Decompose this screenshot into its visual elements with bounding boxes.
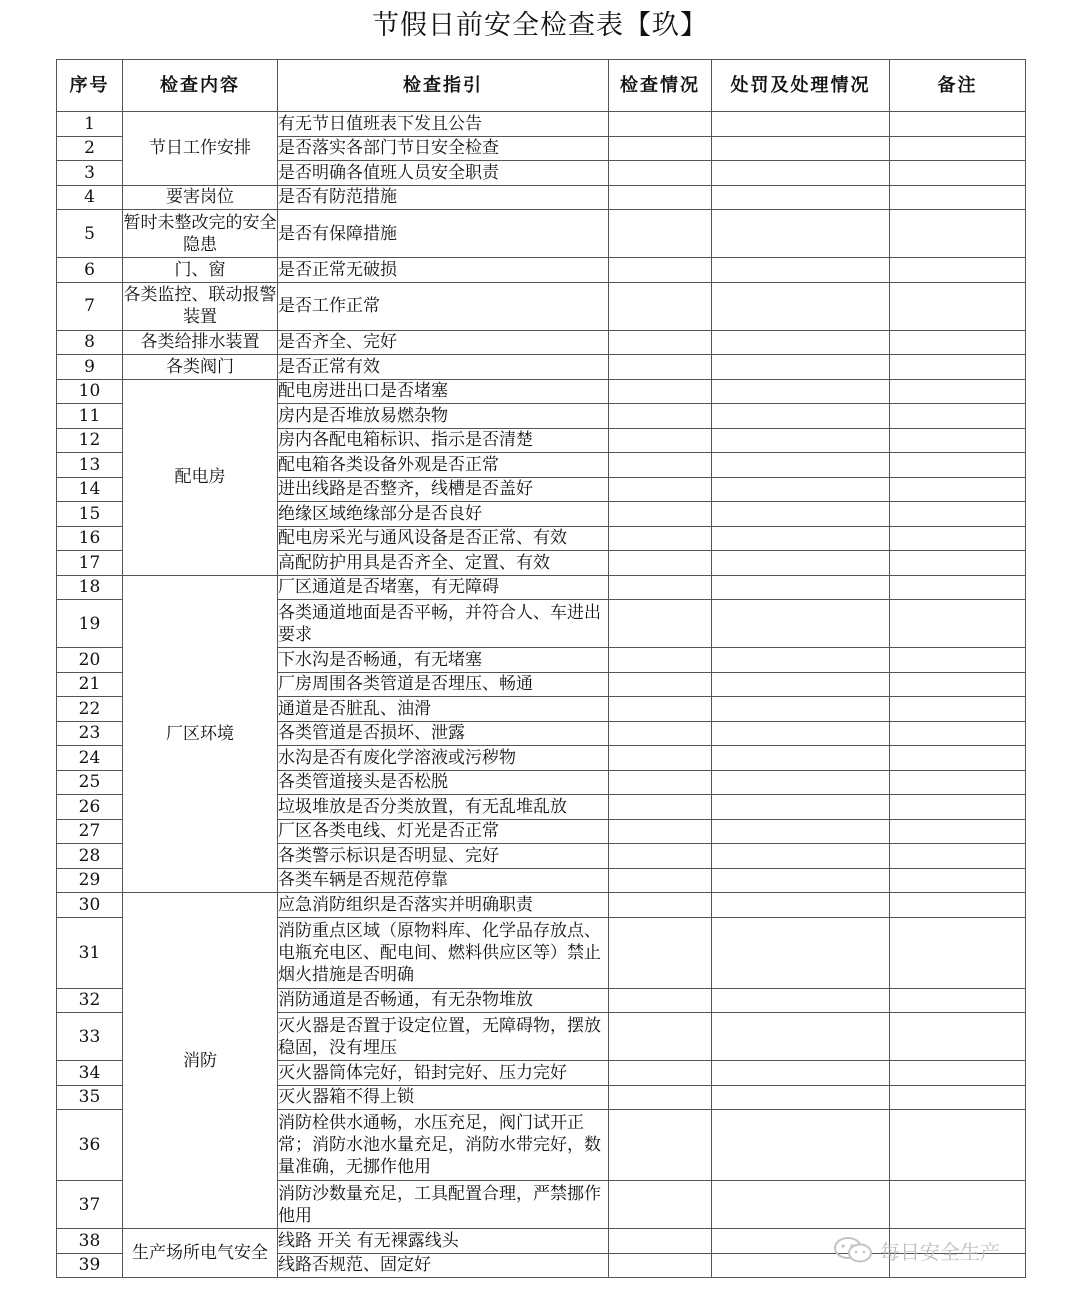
row-number: 38 <box>57 1229 123 1254</box>
header-content: 检查内容 <box>123 60 278 112</box>
penalty-cell[interactable] <box>712 428 890 453</box>
penalty-cell[interactable] <box>712 844 890 869</box>
guide-cell: 各类车辆是否规范停靠 <box>278 868 609 893</box>
row-number: 21 <box>57 672 123 697</box>
guide-cell: 消防沙数量充足，工具配置合理，严禁挪作他用 <box>278 1181 609 1229</box>
row-number: 23 <box>57 721 123 746</box>
category-cell: 要害岗位 <box>123 185 278 210</box>
guide-cell: 线路否规范、固定好 <box>278 1253 609 1278</box>
row-number: 7 <box>57 282 123 330</box>
remark-cell[interactable] <box>890 600 1026 648</box>
status-cell[interactable] <box>609 1110 712 1181</box>
penalty-cell[interactable] <box>712 868 890 893</box>
table-row <box>57 355 1026 380</box>
category-cell: 节日工作安排 <box>123 112 278 186</box>
remark-cell[interactable] <box>890 917 1026 988</box>
status-cell[interactable] <box>609 551 712 576</box>
penalty-cell[interactable] <box>712 453 890 478</box>
status-cell[interactable] <box>609 355 712 380</box>
table-row <box>57 893 1026 918</box>
row-number: 3 <box>57 161 123 186</box>
row-number: 37 <box>57 1181 123 1229</box>
row-number: 4 <box>57 185 123 210</box>
status-cell[interactable] <box>609 746 712 771</box>
row-number: 31 <box>57 917 123 988</box>
status-cell[interactable] <box>609 404 712 429</box>
remark-cell[interactable] <box>890 893 1026 918</box>
penalty-cell[interactable] <box>712 988 890 1013</box>
penalty-cell[interactable] <box>712 112 890 137</box>
category-cell: 生产场所电气安全 <box>123 1229 278 1278</box>
guide-cell: 是否有防范措施 <box>278 185 609 210</box>
guide-cell: 有无节日值班表下发且公告 <box>278 112 609 137</box>
remark-cell[interactable] <box>890 1181 1026 1229</box>
guide-cell: 应急消防组织是否落实并明确职责 <box>278 893 609 918</box>
status-cell[interactable] <box>609 770 712 795</box>
table-row <box>57 282 1026 330</box>
status-cell[interactable] <box>609 379 712 404</box>
penalty-cell[interactable] <box>712 136 890 161</box>
table-row <box>57 210 1026 258</box>
table-row <box>57 258 1026 283</box>
status-cell[interactable] <box>609 210 712 258</box>
remark-cell[interactable] <box>890 868 1026 893</box>
row-number: 15 <box>57 502 123 527</box>
table-row <box>57 112 1026 137</box>
remark-cell[interactable] <box>890 1110 1026 1181</box>
status-cell[interactable] <box>609 453 712 478</box>
status-cell[interactable] <box>609 721 712 746</box>
penalty-cell[interactable] <box>712 185 890 210</box>
penalty-cell[interactable] <box>712 697 890 722</box>
status-cell[interactable] <box>609 575 712 600</box>
guide-cell: 是否工作正常 <box>278 282 609 330</box>
remark-cell[interactable] <box>890 112 1026 137</box>
header-status: 检查情况 <box>609 60 712 112</box>
guide-cell: 各类管道是否损坏、泄露 <box>278 721 609 746</box>
row-number: 27 <box>57 819 123 844</box>
guide-cell: 各类管道接头是否松脱 <box>278 770 609 795</box>
status-cell[interactable] <box>609 477 712 502</box>
status-cell[interactable] <box>609 1085 712 1110</box>
row-number: 33 <box>57 1013 123 1061</box>
row-number: 26 <box>57 795 123 820</box>
inspection-table <box>56 59 1026 1278</box>
penalty-cell[interactable] <box>712 1085 890 1110</box>
guide-cell: 各类警示标识是否明显、完好 <box>278 844 609 869</box>
status-cell[interactable] <box>609 112 712 137</box>
row-number: 14 <box>57 477 123 502</box>
row-number: 29 <box>57 868 123 893</box>
remark-cell[interactable] <box>890 185 1026 210</box>
penalty-cell[interactable] <box>712 210 890 258</box>
remark-cell[interactable] <box>890 575 1026 600</box>
status-cell[interactable] <box>609 258 712 283</box>
penalty-cell[interactable] <box>712 551 890 576</box>
status-cell[interactable] <box>609 868 712 893</box>
guide-cell: 是否齐全、完好 <box>278 330 609 355</box>
remark-cell[interactable] <box>890 477 1026 502</box>
row-number: 32 <box>57 988 123 1013</box>
status-cell[interactable] <box>609 648 712 673</box>
row-number: 18 <box>57 575 123 600</box>
remark-cell[interactable] <box>890 697 1026 722</box>
row-number: 11 <box>57 404 123 429</box>
guide-cell: 高配防护用具是否齐全、定置、有效 <box>278 551 609 576</box>
penalty-cell[interactable] <box>712 795 890 820</box>
remark-cell[interactable] <box>890 210 1026 258</box>
remark-cell[interactable] <box>890 330 1026 355</box>
guide-cell: 线路 开关 有无裸露线头 <box>278 1229 609 1254</box>
guide-cell: 厂区通道是否堵塞，有无障碍 <box>278 575 609 600</box>
guide-cell: 灭火器是否置于设定位置，无障碍物，摆放稳固，没有埋压 <box>278 1013 609 1061</box>
remark-cell[interactable] <box>890 721 1026 746</box>
header-no: 序号 <box>57 60 123 112</box>
wechat-icon <box>832 1236 876 1264</box>
category-cell: 消防 <box>123 893 278 1229</box>
penalty-cell[interactable] <box>712 819 890 844</box>
row-number: 24 <box>57 746 123 771</box>
category-cell: 各类监控、联动报警装置 <box>123 282 278 330</box>
penalty-cell[interactable] <box>712 893 890 918</box>
watermark <box>832 1234 1052 1266</box>
remark-cell[interactable] <box>890 1085 1026 1110</box>
row-number: 22 <box>57 697 123 722</box>
penalty-cell[interactable] <box>712 917 890 988</box>
guide-cell: 灭火器箱不得上锁 <box>278 1085 609 1110</box>
penalty-cell[interactable] <box>712 746 890 771</box>
guide-cell: 绝缘区域绝缘部分是否良好 <box>278 502 609 527</box>
row-number: 30 <box>57 893 123 918</box>
guide-cell: 水沟是否有废化学溶液或污秽物 <box>278 746 609 771</box>
status-cell[interactable] <box>609 988 712 1013</box>
header-guide: 检查指引 <box>278 60 609 112</box>
page-title: 节假日前安全检查表【玖】 <box>372 10 708 41</box>
status-cell[interactable] <box>609 1253 712 1278</box>
guide-cell: 进出线路是否整齐，线槽是否盖好 <box>278 477 609 502</box>
table-row <box>57 379 1026 404</box>
remark-cell[interactable] <box>890 526 1026 551</box>
penalty-cell[interactable] <box>712 477 890 502</box>
status-cell[interactable] <box>609 502 712 527</box>
category-cell: 暂时未整改完的安全隐患 <box>123 210 278 258</box>
row-number: 9 <box>57 355 123 380</box>
table-row <box>57 575 1026 600</box>
remark-cell[interactable] <box>890 795 1026 820</box>
guide-cell: 厂房周围各类管道是否埋压、畅通 <box>278 672 609 697</box>
penalty-cell[interactable] <box>712 502 890 527</box>
remark-cell[interactable] <box>890 404 1026 429</box>
penalty-cell[interactable] <box>712 648 890 673</box>
row-number: 39 <box>57 1253 123 1278</box>
penalty-cell[interactable] <box>712 672 890 697</box>
table-row <box>57 185 1026 210</box>
row-number: 8 <box>57 330 123 355</box>
penalty-cell[interactable] <box>712 600 890 648</box>
status-cell[interactable] <box>609 893 712 918</box>
status-cell[interactable] <box>609 672 712 697</box>
header-remark: 备注 <box>890 60 1026 112</box>
remark-cell[interactable] <box>890 355 1026 380</box>
remark-cell[interactable] <box>890 844 1026 869</box>
status-cell[interactable] <box>609 526 712 551</box>
guide-cell: 房内是否堆放易燃杂物 <box>278 404 609 429</box>
status-cell[interactable] <box>609 697 712 722</box>
remark-cell[interactable] <box>890 161 1026 186</box>
row-number: 12 <box>57 428 123 453</box>
row-number: 35 <box>57 1085 123 1110</box>
penalty-cell[interactable] <box>712 1110 890 1181</box>
row-number: 25 <box>57 770 123 795</box>
status-cell[interactable] <box>609 185 712 210</box>
row-number: 2 <box>57 136 123 161</box>
penalty-cell[interactable] <box>712 379 890 404</box>
penalty-cell[interactable] <box>712 1061 890 1086</box>
guide-cell: 配电房进出口是否堵塞 <box>278 379 609 404</box>
penalty-cell[interactable] <box>712 161 890 186</box>
guide-cell: 通道是否脏乱、油滑 <box>278 697 609 722</box>
guide-cell: 房内各配电箱标识、指示是否清楚 <box>278 428 609 453</box>
guide-cell: 配电房采光与通风设备是否正常、有效 <box>278 526 609 551</box>
guide-cell: 是否正常无破损 <box>278 258 609 283</box>
status-cell[interactable] <box>609 330 712 355</box>
row-number: 28 <box>57 844 123 869</box>
remark-cell[interactable] <box>890 648 1026 673</box>
remark-cell[interactable] <box>890 672 1026 697</box>
guide-cell: 是否有保障措施 <box>278 210 609 258</box>
guide-cell: 是否落实各部门节日安全检查 <box>278 136 609 161</box>
category-cell: 厂区环境 <box>123 575 278 893</box>
status-cell[interactable] <box>609 1013 712 1061</box>
row-number: 20 <box>57 648 123 673</box>
header-row <box>57 60 1026 112</box>
row-number: 19 <box>57 600 123 648</box>
row-number: 16 <box>57 526 123 551</box>
status-cell[interactable] <box>609 1181 712 1229</box>
remark-cell[interactable] <box>890 1013 1026 1061</box>
row-number: 34 <box>57 1061 123 1086</box>
penalty-cell[interactable] <box>712 721 890 746</box>
row-number: 13 <box>57 453 123 478</box>
status-cell[interactable] <box>609 161 712 186</box>
guide-cell: 是否正常有效 <box>278 355 609 380</box>
status-cell[interactable] <box>609 795 712 820</box>
guide-cell: 垃圾堆放是否分类放置，有无乱堆乱放 <box>278 795 609 820</box>
guide-cell: 配电箱各类设备外观是否正常 <box>278 453 609 478</box>
category-cell: 各类给排水装置 <box>123 330 278 355</box>
guide-cell: 灭火器筒体完好，铅封完好、压力完好 <box>278 1061 609 1086</box>
row-number: 10 <box>57 379 123 404</box>
guide-cell: 厂区各类电线、灯光是否正常 <box>278 819 609 844</box>
remark-cell[interactable] <box>890 988 1026 1013</box>
remark-cell[interactable] <box>890 282 1026 330</box>
row-number: 5 <box>57 210 123 258</box>
row-number: 17 <box>57 551 123 576</box>
category-cell: 各类阀门 <box>123 355 278 380</box>
remark-cell[interactable] <box>890 819 1026 844</box>
category-cell: 配电房 <box>123 379 278 575</box>
penalty-cell[interactable] <box>712 526 890 551</box>
penalty-cell[interactable] <box>712 404 890 429</box>
guide-cell: 下水沟是否畅通，有无堵塞 <box>278 648 609 673</box>
table-row <box>57 330 1026 355</box>
remark-cell[interactable] <box>890 258 1026 283</box>
remark-cell[interactable] <box>890 502 1026 527</box>
status-cell[interactable] <box>609 917 712 988</box>
remark-cell[interactable] <box>890 1061 1026 1086</box>
row-number: 36 <box>57 1110 123 1181</box>
status-cell[interactable] <box>609 1229 712 1254</box>
table-body <box>57 112 1026 1278</box>
watermark-text: 每日安全生产 <box>880 1239 1000 1264</box>
penalty-cell[interactable] <box>712 575 890 600</box>
remark-cell[interactable] <box>890 770 1026 795</box>
status-cell[interactable] <box>609 600 712 648</box>
remark-cell[interactable] <box>890 453 1026 478</box>
row-number: 1 <box>57 112 123 137</box>
remark-cell[interactable] <box>890 379 1026 404</box>
penalty-cell[interactable] <box>712 330 890 355</box>
remark-cell[interactable] <box>890 136 1026 161</box>
status-cell[interactable] <box>609 819 712 844</box>
penalty-cell[interactable] <box>712 770 890 795</box>
remark-cell[interactable] <box>890 746 1026 771</box>
penalty-cell[interactable] <box>712 355 890 380</box>
guide-cell: 是否明确各值班人员安全职责 <box>278 161 609 186</box>
status-cell[interactable] <box>609 1061 712 1086</box>
guide-cell: 消防栓供水通畅，水压充足，阀门试开正常；消防水池水量充足，消防水带完好，数量准确，无挪作他用 <box>278 1110 609 1181</box>
penalty-cell[interactable] <box>712 282 890 330</box>
penalty-cell[interactable] <box>712 1013 890 1061</box>
remark-cell[interactable] <box>890 551 1026 576</box>
guide-cell: 消防通道是否畅通，有无杂物堆放 <box>278 988 609 1013</box>
guide-cell: 各类通道地面是否平畅，并符合人、车进出要求 <box>278 600 609 648</box>
remark-cell[interactable] <box>890 428 1026 453</box>
guide-cell: 消防重点区域（原物料库、化学品存放点、电瓶充电区、配电间、燃料供应区等）禁止烟火措施是否明确 <box>278 917 609 988</box>
status-cell[interactable] <box>609 428 712 453</box>
status-cell[interactable] <box>609 844 712 869</box>
row-number: 6 <box>57 258 123 283</box>
status-cell[interactable] <box>609 282 712 330</box>
category-cell: 门、窗 <box>123 258 278 283</box>
header-penalty: 处罚及处理情况 <box>712 60 890 112</box>
status-cell[interactable] <box>609 136 712 161</box>
penalty-cell[interactable] <box>712 258 890 283</box>
penalty-cell[interactable] <box>712 1181 890 1229</box>
